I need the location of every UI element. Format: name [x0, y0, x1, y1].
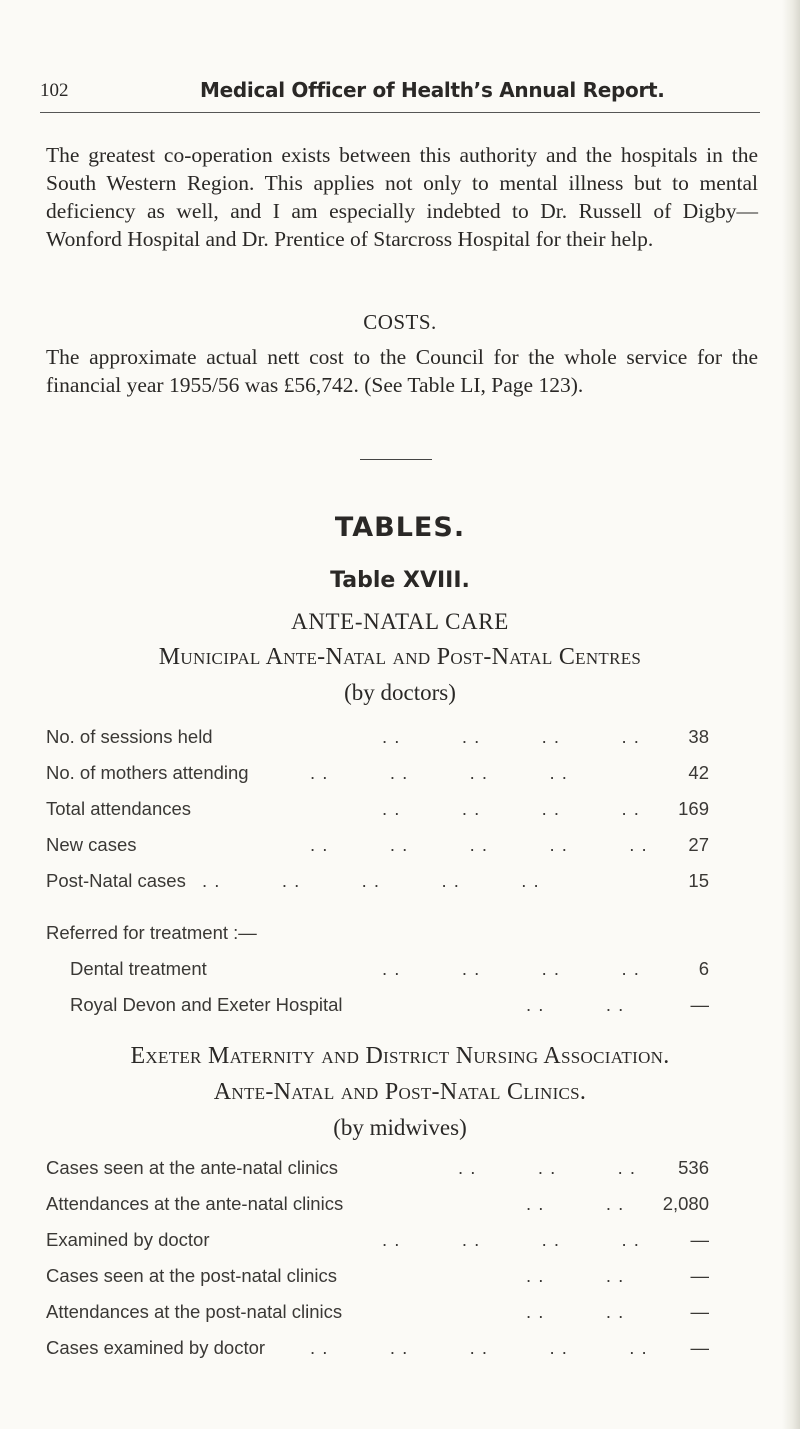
- table-number: Table XVIII.: [330, 568, 470, 593]
- header-rule: [40, 112, 760, 113]
- leader-dots: . . . .: [526, 1193, 625, 1214]
- table-row: [0, 1229, 800, 1257]
- table-row: [0, 958, 800, 986]
- running-title: Medical Officer of Health’s Annual Report.: [200, 78, 665, 102]
- table-row: [0, 994, 800, 1022]
- leader-dots: . . . . . . . . . .: [310, 834, 648, 855]
- row-value: 6: [698, 958, 709, 979]
- section2-title-line2: Ante-Natal and Post-Natal Clinics.: [213, 1079, 587, 1105]
- row-value: 169: [678, 798, 709, 819]
- page-header: [40, 80, 760, 110]
- costs-paragraph: The approximate actual nett cost to the Council for the whole service for the financial year 1955/56 was £56,742. (See Table LI, Page 123).: [46, 345, 758, 397]
- tables-heading: TABLES.: [334, 512, 466, 543]
- leader-dots: . . . .: [526, 994, 625, 1015]
- table-row: [0, 1193, 800, 1221]
- row-label: Royal Devon and Exeter Hospital: [70, 994, 343, 1015]
- section1-subtitle: (by doctors): [344, 680, 456, 705]
- leader-dots: . . . . . . . .: [382, 798, 640, 819]
- leader-dots: . . . . . .: [458, 1157, 637, 1178]
- leader-dots: . . . .: [526, 1301, 625, 1322]
- row-label: Total attendances: [46, 798, 192, 819]
- section2-subtitle: (by midwives): [333, 1115, 467, 1140]
- table-row: [0, 726, 800, 754]
- table-row: [0, 762, 800, 790]
- row-value: —: [690, 1337, 709, 1358]
- row-value: 536: [678, 1157, 709, 1178]
- leader-dots: . . . . . . . . . .: [202, 870, 540, 891]
- table-row: [0, 870, 800, 898]
- intro-paragraph: The greatest co-operation exists between this authority and the hospitals in the South Western Region. This applies not only to mental illness but to mental deficiency as well, and I am especially indebted to Dr. Russell of Digby—Wonford Hospital and Dr. Prentice of Starcross Hospital for their help.: [46, 143, 758, 251]
- table-row: [0, 1301, 800, 1329]
- costs-heading: COSTS.: [363, 310, 437, 334]
- section2-title: Exeter Maternity and District Nursing Association.: [130, 1043, 670, 1069]
- row-label: Attendances at the post-natal clinics: [46, 1301, 343, 1322]
- row-label: Dental treatment: [70, 958, 207, 979]
- table-row: [0, 1337, 800, 1365]
- row-value: 2,080: [662, 1193, 709, 1214]
- row-label: New cases: [46, 834, 137, 855]
- section1-title: Municipal Ante-Natal and Post-Natal Centres: [158, 644, 642, 670]
- table-row: [0, 798, 800, 826]
- leader-dots: . . . . . . . .: [310, 762, 568, 783]
- row-label: Examined by doctor: [46, 1229, 210, 1250]
- row-value: —: [690, 994, 709, 1015]
- leader-dots: . . . .: [526, 1265, 625, 1286]
- row-value: 27: [688, 834, 709, 855]
- row-label: No. of mothers attending: [46, 762, 249, 783]
- row-label: Post-Natal cases: [46, 870, 186, 891]
- leader-dots: . . . . . . . .: [382, 958, 640, 979]
- row-label: No. of sessions held: [46, 726, 213, 747]
- row-value: 38: [688, 726, 709, 747]
- row-label: Attendances at the ante-natal clinics: [46, 1193, 344, 1214]
- row-value: 15: [688, 870, 709, 891]
- section-divider: [360, 459, 432, 460]
- row-value: —: [690, 1229, 709, 1250]
- page-number: 102: [40, 80, 69, 101]
- row-value: —: [690, 1265, 709, 1286]
- row-label: Cases seen at the post-natal clinics: [46, 1265, 338, 1286]
- referred-heading: Referred for treatment :—: [46, 922, 257, 943]
- leader-dots: . . . . . . . .: [382, 726, 640, 747]
- table-row: [0, 1265, 800, 1293]
- table-row: [0, 1157, 800, 1185]
- table-row: [0, 834, 800, 862]
- row-value: 42: [688, 762, 709, 783]
- leader-dots: . . . . . . . .: [382, 1229, 640, 1250]
- row-label: Cases examined by doctor: [46, 1337, 266, 1358]
- row-value: —: [690, 1301, 709, 1322]
- leader-dots: . . . . . . . . . .: [310, 1337, 648, 1358]
- table-title: ANTE-NATAL CARE: [291, 609, 509, 634]
- row-label: Cases seen at the ante-natal clinics: [46, 1157, 339, 1178]
